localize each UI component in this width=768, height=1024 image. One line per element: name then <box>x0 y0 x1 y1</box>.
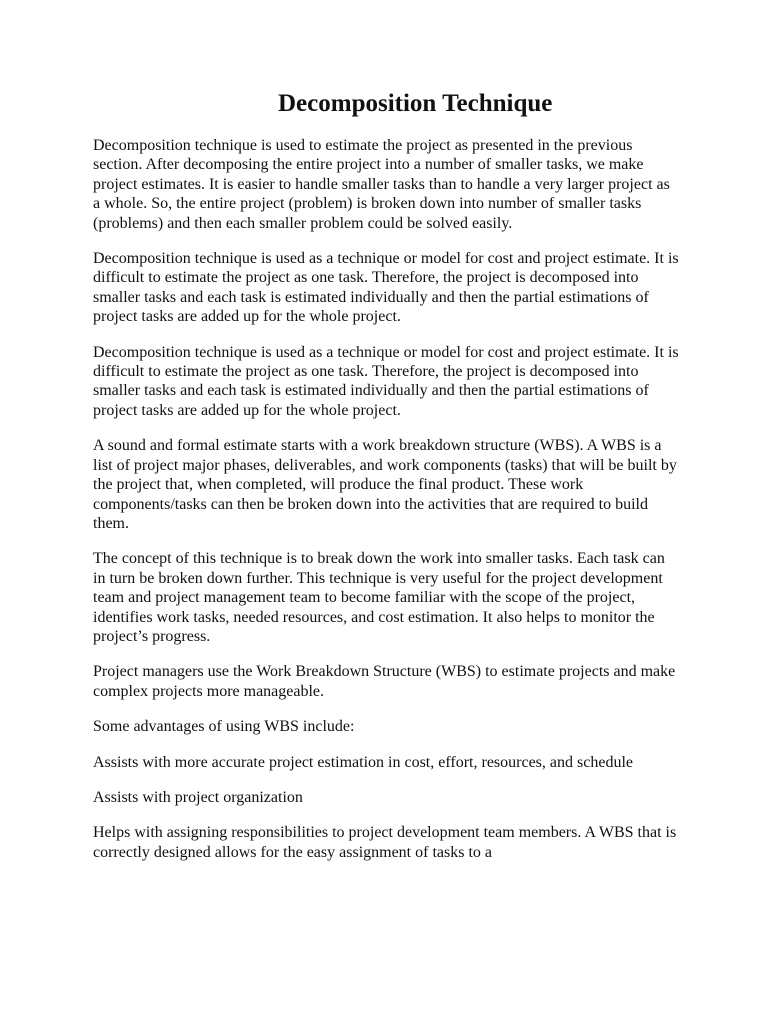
paragraph-7: Some advantages of using WBS include: <box>93 718 355 736</box>
paragraph-1: Decomposition technique is used to estimate the project as presented in the previous section. After decomposing the entire project into a number of smaller tasks, we make project estimates. It is easier to handle smaller tasks than to handle a very larger project as a whole. So, the entire project (problem) is broken down into number of smaller tasks (problems) and then each smaller problem could be solved easily. <box>93 137 670 232</box>
document-body <box>93 136 679 878</box>
paragraph-2: Decomposition technique is used as a technique or model for cost and project estimate. It is difficult to estimate the project as one task. Therefore, the project is decomposed into smaller tasks and each task is estimated individually and then the partial estimations of project tasks are added up for the whole project. <box>93 250 679 326</box>
page-title: Decomposition Technique <box>278 90 553 117</box>
paragraph-4: A sound and formal estimate starts with a work breakdown structure (WBS). A WBS is a list of project major phases, deliverables, and work components (tasks) that will be built by the project that, when completed, will produce the final product. These work components/tasks can then be broken down into the activities that are required to build them. <box>93 437 677 532</box>
paragraph-8: Assists with more accurate project estimation in cost, effort, resources, and schedule <box>93 753 633 771</box>
paragraph-6: Project managers use the Work Breakdown Structure (WBS) to estimate projects and make complex projects more manageable. <box>93 663 676 700</box>
paragraph-5: The concept of this technique is to break down the work into smaller tasks. Each task can in turn be broken down further. This technique is very useful for the project development team and project management team to become familiar with the scope of the project, identifies work tasks, needed resources, and cost estimation. It also helps to monitor the project’s progress. <box>93 550 665 645</box>
paragraph-3: Decomposition technique is used as a technique or model for cost and project estimate. It is difficult to estimate the project as one task. Therefore, the project is decomposed into smaller tasks and each task is estimated individually and then the partial estimations of project tasks are added up for the whole project. <box>93 343 679 419</box>
paragraph-9: Assists with project organization <box>93 788 303 806</box>
paragraph-10: Helps with assigning responsibilities to project development team members. A WBS that is correctly designed allows for the easy assignment of tasks to a <box>93 824 677 861</box>
